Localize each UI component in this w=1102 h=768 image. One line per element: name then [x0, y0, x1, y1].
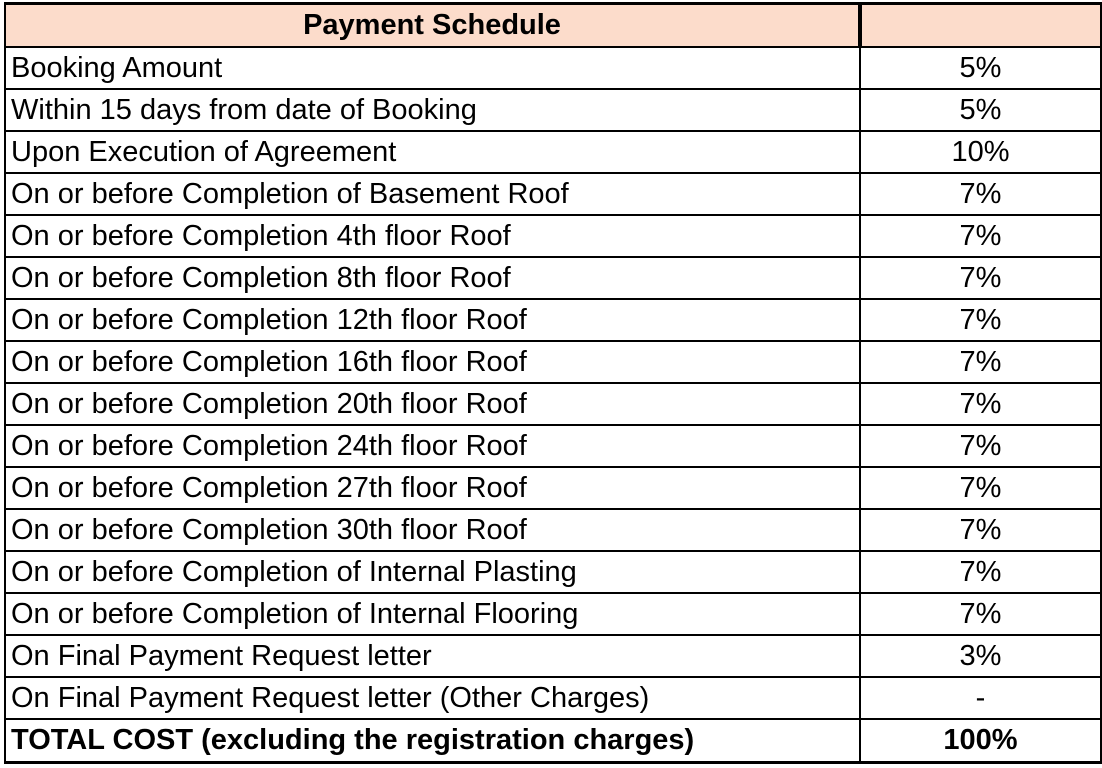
stage-cell: On or before Completion of Basement Roof	[5, 173, 860, 215]
table-row	[5, 425, 1101, 467]
stage-cell: On or before Completion 20th floor Roof	[5, 383, 860, 425]
stage-cell: Within 15 days from date of Booking	[5, 89, 860, 131]
percent-cell: 7%	[860, 425, 1101, 467]
stage-cell: Booking Amount	[5, 47, 860, 89]
table-row	[5, 467, 1101, 509]
table-row	[5, 89, 1101, 131]
stage-cell: On or before Completion 12th floor Roof	[5, 299, 860, 341]
stage-cell: On or before Completion 30th floor Roof	[5, 509, 860, 551]
stage-cell: On Final Payment Request letter	[5, 635, 860, 677]
total-label: TOTAL COST (excluding the registration charges)	[5, 719, 860, 763]
table-row	[5, 593, 1101, 635]
schedule-body	[5, 47, 1101, 719]
payment-schedule-title: Payment Schedule	[5, 4, 860, 47]
total-row	[5, 719, 1101, 763]
percent-cell: 7%	[860, 257, 1101, 299]
table-header-row	[5, 4, 1101, 47]
percent-cell: 3%	[860, 635, 1101, 677]
stage-cell: On or before Completion 27th floor Roof	[5, 467, 860, 509]
table-row	[5, 341, 1101, 383]
stage-cell: On Final Payment Request letter (Other Charges)	[5, 677, 860, 719]
percent-cell: 5%	[860, 47, 1101, 89]
stage-cell: On or before Completion 8th floor Roof	[5, 257, 860, 299]
stage-cell: On or before Completion 16th floor Roof	[5, 341, 860, 383]
table-row	[5, 551, 1101, 593]
table-row	[5, 173, 1101, 215]
stage-cell: On or before Completion of Internal Plasting	[5, 551, 860, 593]
table-row	[5, 299, 1101, 341]
percent-cell: 7%	[860, 341, 1101, 383]
table-row	[5, 383, 1101, 425]
stage-cell: On or before Completion 24th floor Roof	[5, 425, 860, 467]
percent-cell: 7%	[860, 173, 1101, 215]
table-row	[5, 215, 1101, 257]
stage-cell: On or before Completion of Internal Flooring	[5, 593, 860, 635]
total-percent: 100%	[860, 719, 1101, 763]
table-row	[5, 257, 1101, 299]
percent-cell: 7%	[860, 383, 1101, 425]
percent-cell: 7%	[860, 551, 1101, 593]
stage-cell: Upon Execution of Agreement	[5, 131, 860, 173]
percent-column-header	[860, 4, 1101, 47]
table-row	[5, 677, 1101, 719]
percent-cell: 7%	[860, 299, 1101, 341]
percent-cell: -	[860, 677, 1101, 719]
percent-cell: 5%	[860, 89, 1101, 131]
percent-cell: 7%	[860, 509, 1101, 551]
percent-cell: 7%	[860, 467, 1101, 509]
table-row	[5, 131, 1101, 173]
table-row	[5, 635, 1101, 677]
percent-cell: 10%	[860, 131, 1101, 173]
percent-cell: 7%	[860, 215, 1101, 257]
stage-cell: On or before Completion 4th floor Roof	[5, 215, 860, 257]
table-row	[5, 509, 1101, 551]
payment-schedule-table	[4, 2, 1102, 764]
percent-cell: 7%	[860, 593, 1101, 635]
table-row	[5, 47, 1101, 89]
